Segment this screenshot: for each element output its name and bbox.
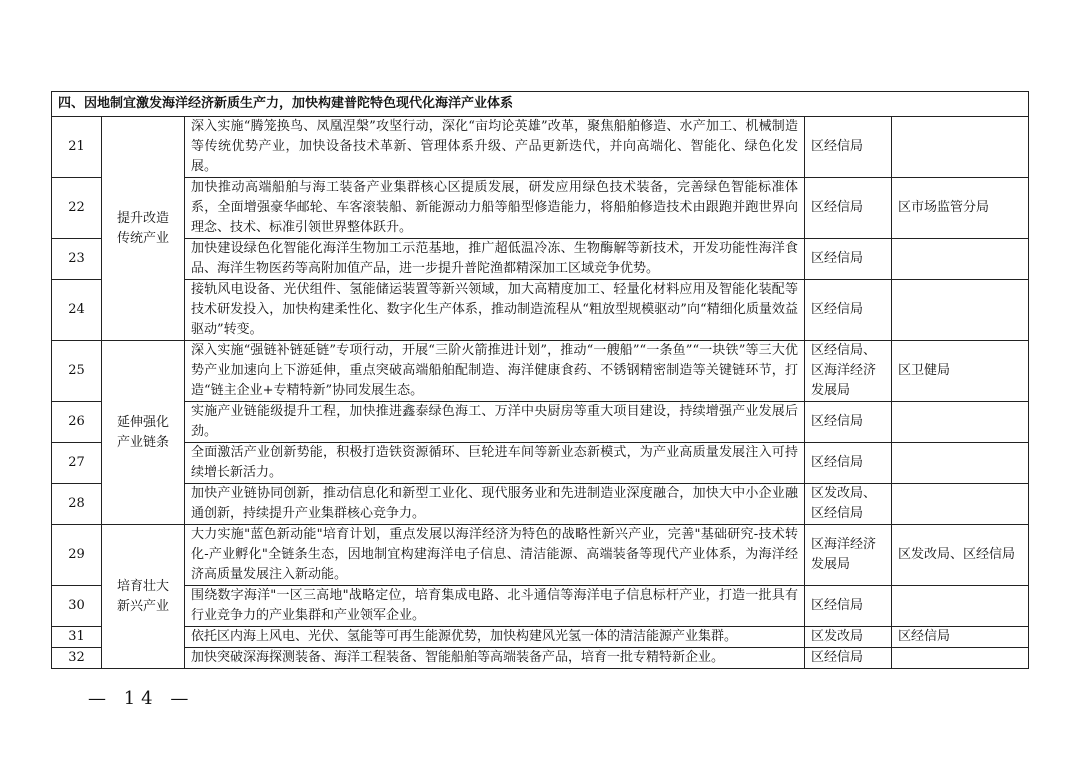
row-number: 32 — [52, 648, 102, 669]
task-content: 加快建设绿色化智能化海洋生物加工示范基地，推广超低温冷冻、生物酶解等新技术，开发功能性海洋食品、海洋生物医药等高附加值产品，进一步提升普陀渔都精深加工区域竞争优势。 — [185, 239, 805, 280]
row-number: 28 — [52, 484, 102, 525]
lead-unit: 区经信局、区海洋经济发展局 — [805, 341, 892, 402]
category-upgrade: 提升改造传统产业 — [102, 117, 185, 341]
table-row — [52, 525, 1029, 586]
task-content: 依托区内海上风电、光伏、氢能等可再生能源优势，加快构建风光氢一体的清洁能源产业集群。 — [185, 627, 805, 648]
category-emerging: 培育壮大新兴产业 — [102, 525, 185, 669]
co-unit: 区经信局 — [892, 627, 1029, 648]
task-content: 加快推动高端船舶与海工装备产业集群核心区提质发展，研发应用绿色技术装备，完善绿色智能标准体系，全面增强豪华邮轮、车客滚装船、新能源动力船等船型修造能力，将船舶修造技术由跟跑并跑世界向理念、技术、标准引领世界整体跃升。 — [185, 178, 805, 239]
lead-unit: 区经信局 — [805, 443, 892, 484]
co-unit — [892, 402, 1029, 443]
lead-unit: 区经信局 — [805, 586, 892, 627]
table-row — [52, 341, 1029, 402]
row-number: 23 — [52, 239, 102, 280]
row-number: 30 — [52, 586, 102, 627]
co-unit — [892, 586, 1029, 627]
task-content: 大力实施"蓝色新动能"培育计划，重点发展以海洋经济为特色的战略性新兴产业，完善"基础研究-技术转化-产业孵化"全链条生态，因地制宜构建海洋电子信息、清洁能源、高端装备等现代产业体系，为海洋经济高质量发展注入新动能。 — [185, 525, 805, 586]
row-number: 22 — [52, 178, 102, 239]
row-number: 24 — [52, 280, 102, 341]
row-number: 21 — [52, 117, 102, 178]
table-row — [52, 586, 1029, 627]
co-unit — [892, 117, 1029, 178]
lead-unit: 区经信局 — [805, 178, 892, 239]
row-number: 27 — [52, 443, 102, 484]
co-unit — [892, 280, 1029, 341]
lead-unit: 区海洋经济发展局 — [805, 525, 892, 586]
task-table — [51, 91, 1029, 669]
table-row — [52, 648, 1029, 669]
section-header-row — [52, 92, 1029, 117]
category-extend: 延伸强化产业链条 — [102, 341, 185, 525]
table-row — [52, 239, 1029, 280]
co-unit: 区发改局、区经信局 — [892, 525, 1029, 586]
task-content: 深入实施“腾笼换鸟、凤凰涅槃”攻坚行动，深化“亩均论英雄”改革，聚焦船舶修造、水产加工、机械制造等传统优势产业，加快设备技术革新、管理体系升级、产品更新迭代，并向高端化、智能化、绿色化发展。 — [185, 117, 805, 178]
task-content: 深入实施“强链补链延链”专项行动，开展“三阶火箭推进计划”，推动“一艘船”“一条鱼”“一块铁”等三大优势产业加速向上下游延伸，重点突破高端船舶配制造、海洋健康食药、不锈钢精密制造等关键链环节，打造“链主企业+专精特新”协同发展生态。 — [185, 341, 805, 402]
lead-unit: 区经信局 — [805, 280, 892, 341]
row-number: 25 — [52, 341, 102, 402]
task-content: 全面激活产业创新势能，积极打造铁资源循环、巨轮进车间等新业态新模式，为产业高质量发展注入可持续增长新活力。 — [185, 443, 805, 484]
page-number: — 14 — — [88, 688, 195, 709]
lead-unit: 区经信局 — [805, 648, 892, 669]
lead-unit: 区经信局 — [805, 239, 892, 280]
co-unit — [892, 484, 1029, 525]
row-number: 31 — [52, 627, 102, 648]
task-content: 围绕数字海洋"一区三高地"战略定位，培育集成电路、北斗通信等海洋电子信息标杆产业，打造一批具有行业竞争力的产业集群和产业领军企业。 — [185, 586, 805, 627]
co-unit: 区市场监管分局 — [892, 178, 1029, 239]
lead-unit: 区经信局 — [805, 402, 892, 443]
section-title: 四、因地制宜激发海洋经济新质生产力，加快构建普陀特色现代化海洋产业体系 — [52, 92, 1029, 117]
task-content: 实施产业链能级提升工程，加快推进鑫泰绿色海工、万洋中央厨房等重大项目建设，持续增强产业发展后劲。 — [185, 402, 805, 443]
task-content: 加快产业链协同创新，推动信息化和新型工业化、现代服务业和先进制造业深度融合，加快大中小企业融通创新，持续提升产业集群核心竞争力。 — [185, 484, 805, 525]
row-number: 26 — [52, 402, 102, 443]
table-row — [52, 484, 1029, 525]
co-unit: 区卫健局 — [892, 341, 1029, 402]
task-content: 接轨风电设备、光伏组件、氢能储运装置等新兴领域，加大高精度加工、轻量化材料应用及智能化装配等技术研发投入，加快构建柔性化、数字化生产体系，推动制造流程从“粗放型规模驱动”向“精细化质量效益驱动”转变。 — [185, 280, 805, 341]
co-unit — [892, 648, 1029, 669]
table-row — [52, 117, 1029, 178]
lead-unit: 区经信局 — [805, 117, 892, 178]
table-row — [52, 627, 1029, 648]
row-number: 29 — [52, 525, 102, 586]
table-row — [52, 178, 1029, 239]
co-unit — [892, 239, 1029, 280]
table-row — [52, 280, 1029, 341]
co-unit — [892, 443, 1029, 484]
task-content: 加快突破深海探测装备、海洋工程装备、智能船舶等高端装备产品，培育一批专精特新企业。 — [185, 648, 805, 669]
lead-unit: 区发改局 — [805, 627, 892, 648]
table-row — [52, 402, 1029, 443]
table-row — [52, 443, 1029, 484]
lead-unit: 区发改局、区经信局 — [805, 484, 892, 525]
